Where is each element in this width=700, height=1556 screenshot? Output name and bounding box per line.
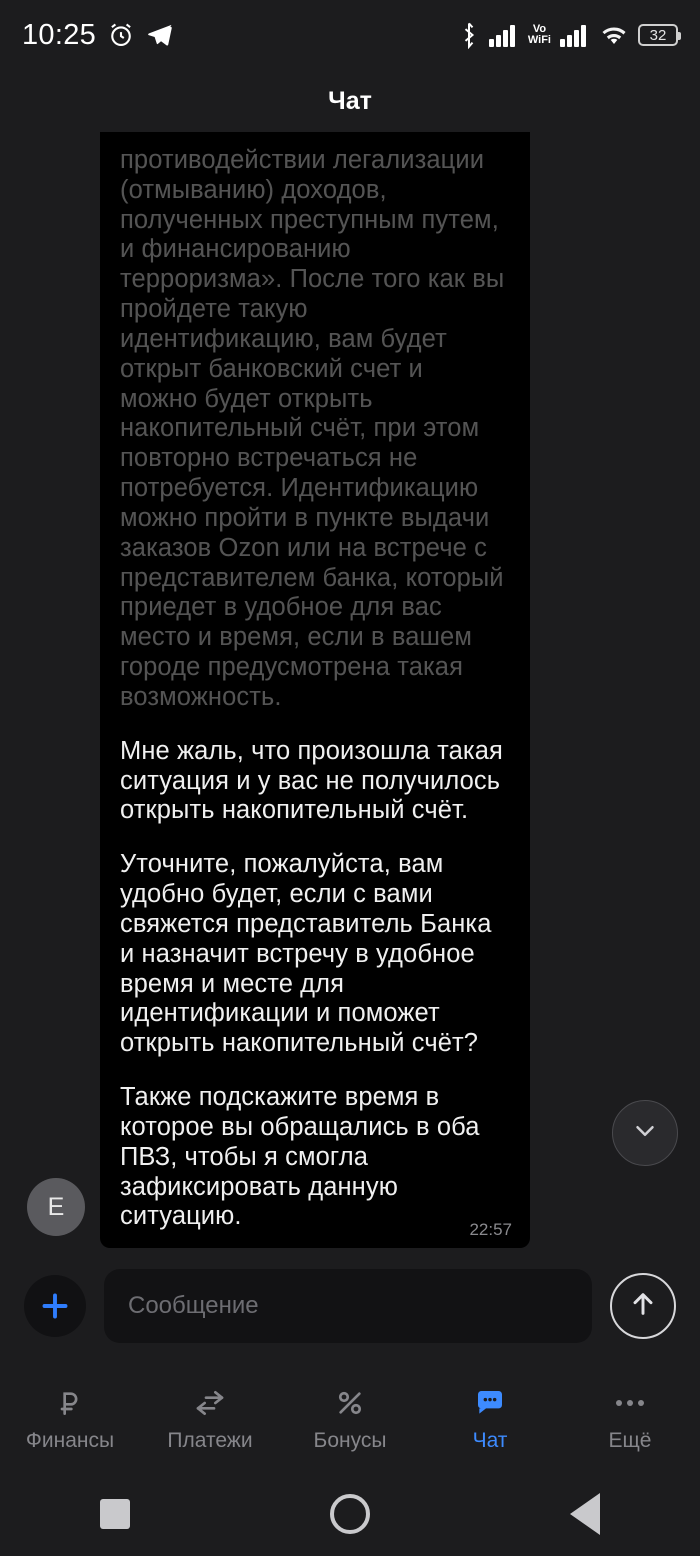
- message-input[interactable]: Сообщение: [104, 1269, 592, 1343]
- battery-level: 32: [649, 26, 667, 44]
- bluetooth-icon: [458, 21, 480, 49]
- send-button[interactable]: [610, 1273, 676, 1339]
- signal-bars-icon-2: [560, 23, 590, 47]
- volte-line-1: Vo: [532, 23, 547, 35]
- plus-icon: [37, 1288, 73, 1324]
- message-paragraph: Также подскажите время в которое вы обращались в оба ПВЗ, чтобы я смогла зафиксировать данную ситуацию.: [120, 1083, 480, 1231]
- message-input-bar: [0, 1252, 700, 1360]
- tab-bonuses[interactable]: [280, 1386, 420, 1453]
- more-dots-icon: [612, 1386, 648, 1420]
- bottom-tab-bar: [0, 1360, 700, 1472]
- tab-label: Ещё: [608, 1428, 652, 1452]
- android-navigation-bar: [0, 1472, 700, 1556]
- arrow-up-icon: [627, 1288, 659, 1325]
- transfer-arrows-icon: [193, 1386, 227, 1420]
- scroll-to-bottom-button[interactable]: [612, 1100, 678, 1166]
- chat-header: [0, 70, 700, 132]
- status-bar-left: [22, 19, 174, 52]
- message-paragraph: противодействии легализации (отмыванию) доходов, полученных преступным путем, и финансированию терроризма». После того как вы пройдете такую идентификацию, вам будет открыт банковский счет и можно будет открыть накопительный счёт, при этом повторно встречаться не потребуется. Идентификацию можно пройти в пункте выдачи заказов Ozon или на встрече с представителем банка, который приедет в удобное для вас место и время, если в вашем городе предусмотрена такая возможность.: [120, 146, 505, 711]
- triangle-back-icon[interactable]: [570, 1493, 600, 1535]
- status-time: 10:25: [22, 18, 97, 51]
- volte-line-2: WiFi: [527, 34, 551, 46]
- avatar-initial: Е: [47, 1192, 65, 1221]
- attach-button[interactable]: [24, 1275, 86, 1337]
- tab-payments[interactable]: [140, 1386, 280, 1453]
- wifi-icon: [599, 23, 629, 47]
- avatar: [27, 1178, 85, 1236]
- battery-indicator: [638, 24, 678, 46]
- message-paragraph: Мне жаль, что произошла такая ситуация и у вас не получилось открыть накопительный счёт.: [120, 736, 503, 825]
- tab-more[interactable]: [560, 1386, 700, 1453]
- tab-label: Чат: [472, 1428, 508, 1452]
- chevron-down-icon: [630, 1116, 660, 1151]
- message-timestamp: 22:57: [469, 1220, 512, 1240]
- tab-finances[interactable]: [0, 1386, 140, 1453]
- square-icon[interactable]: [100, 1499, 130, 1529]
- telegram-icon: [146, 21, 174, 49]
- conversation-scroll-area[interactable]: [0, 132, 700, 1252]
- volte-wifi-icon: [528, 24, 551, 46]
- tab-label: Бонусы: [313, 1428, 387, 1452]
- alarm-icon: [107, 21, 135, 49]
- status-bar: [0, 0, 700, 70]
- percent-icon: [334, 1386, 366, 1420]
- circle-icon[interactable]: [330, 1494, 370, 1534]
- message-bubble[interactable]: [100, 132, 530, 1248]
- ruble-icon: [54, 1386, 86, 1420]
- tab-label: Платежи: [167, 1428, 253, 1452]
- signal-bars-icon: [489, 23, 519, 47]
- message-paragraph: Уточните, пожалуйста, вам удобно будет, если с вами свяжется представитель Банка и назначит встречу в удобное время и месте для идентификации и поможет открыть накопительный счёт?: [120, 850, 492, 1058]
- status-bar-right: [458, 21, 678, 49]
- chat-bubble-icon: [473, 1386, 507, 1420]
- tab-label: Финансы: [25, 1428, 115, 1452]
- tab-chat[interactable]: [420, 1386, 560, 1453]
- page-title: Чат: [328, 86, 372, 115]
